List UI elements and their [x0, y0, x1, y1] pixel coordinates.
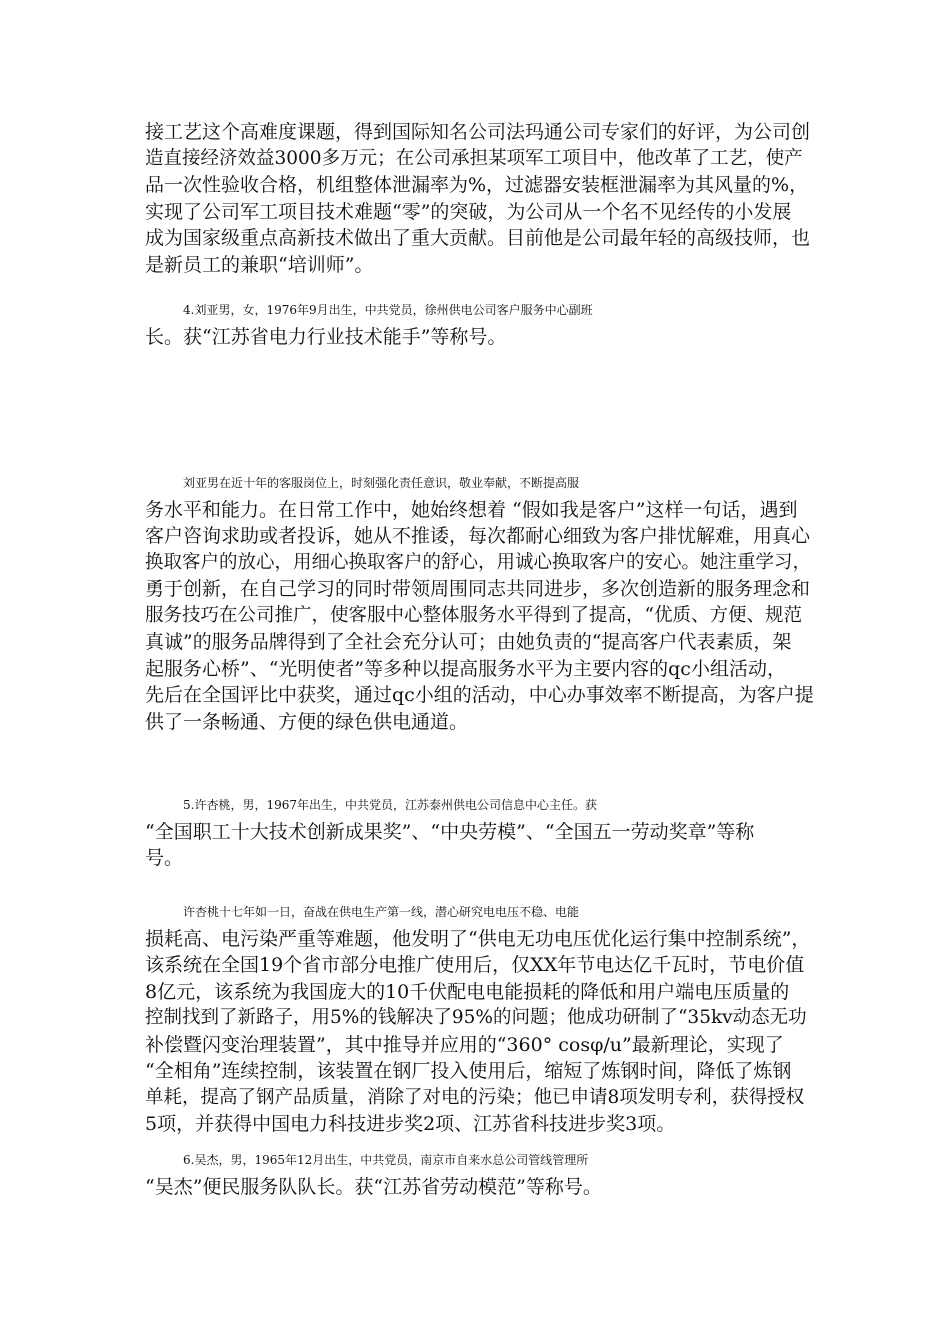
- text-line: 8亿元，该系统为我国庞大的10千伏配电电能损耗的降低和用户端电压质量的: [145, 980, 790, 1003]
- text-line: 成为国家级重点高新技术做出了重大贡献。目前他是公司最年轻的高级技师，也: [145, 227, 811, 249]
- text-line: 造直接经济效益3000多万元；在公司承担某项军工项目中，他改革了工艺，使产: [145, 147, 803, 169]
- text-line: 是新员工的兼职“培训师”。: [145, 253, 374, 276]
- text-line: 补偿暨闪变治理装置”，其中推导并应用的“360° cosφ/u”最新理论，实现了: [145, 1033, 784, 1056]
- text-line: 真诚”的服务品牌得到了全社会充分认可；由她负责的“提高客户代表素质，架: [145, 631, 792, 653]
- text-line: 刘亚男在近十年的客服岗位上，时刻强化责任意识，敬业奉献，不断提高服: [183, 476, 580, 490]
- text-line: 客户咨询求助或者投诉，她从不推诿，每次都耐心细致为客户排忧解难，用真心: [145, 525, 811, 547]
- text-line: 供了一条畅通、方便的绿色供电通道。: [145, 710, 469, 733]
- text-line: “吴杰”便民服务队队长。获“江苏省劳动模范”等称号。: [145, 1175, 602, 1198]
- text-line: 起服务心桥”、“光明使者”等多种以提高服务水平为主要内容的qc小组活动，: [145, 657, 786, 680]
- text-line: 先后在全国评比中获奖，通过qc小组的活动，中心办事效率不断提高，为客户提: [145, 684, 814, 706]
- text-line: 5项，并获得中国电力科技进步奖2项、江苏省科技进步奖3项。: [145, 1113, 676, 1135]
- text-line: 该系统在全国19个省市部分电推广使用后，仅XX年节电达亿千瓦时，节电价值: [145, 954, 805, 976]
- text-line: 实现了公司军工项目技术难题“零”的突破，为公司从一个名不见经传的小发展: [145, 200, 792, 223]
- text-line: 6.吴杰，男，1965年12月出生，中共党员，南京市自来水总公司管线管理所: [183, 1153, 589, 1167]
- text-line: 控制找到了新路子，用5%的钱解决了95%的问题；他成功研制了“35kv动态无功: [145, 1007, 807, 1028]
- text-line: 品一次性验收合格，机组整体泄漏率为%，过滤器安装框泄漏率为其风量的%，: [145, 174, 809, 196]
- text-line: 换取客户的放心，用细心换取客户的舒心，用诚心换取客户的安心。她注重学习，: [145, 551, 812, 573]
- text-line: 单耗，提高了钢产品质量，消除了对电的污染；他已申请8项发明专利，获得授权: [145, 1086, 805, 1108]
- text-line: 长。获“江苏省电力行业技术能手”等称号。: [145, 325, 507, 348]
- paragraph-5: [145, 899, 817, 1138]
- paragraph-2: [145, 297, 817, 350]
- text-line: “全国职工十大技术创新成果奖”、“中央劳模”、“全国五一劳动奖章”等称: [145, 820, 755, 843]
- text-line: 接工艺这个高难度课题，得到国际知名公司法玛通公司专家们的好评，为公司创: [145, 121, 811, 143]
- text-line: 服务技巧在公司推广，使客服中心整体服务水平得到了提高，“优质、方便、规范: [145, 604, 802, 626]
- paragraph-4: [145, 792, 817, 872]
- text-line: 勇于创新，在自己学习的同时带领周围同志共同进步，多次创造新的服务理念和: [145, 578, 811, 600]
- text-line: 务水平和能力。在日常工作中，她始终想着 “假如我是客户”这样一句话，遇到: [145, 498, 798, 521]
- text-line: 许杏桃十七年如一日，奋战在供电生产第一线，潜心研究电电压不稳、电能: [183, 905, 580, 919]
- text-line: 号。: [145, 847, 184, 869]
- paragraph-6: [145, 1147, 817, 1200]
- text-line: “全相角”连续控制，该装置在钢厂投入使用后，缩短了炼钢时间，降低了炼钢: [145, 1060, 792, 1082]
- text-line: 损耗高、电污染严重等难题，他发明了“供电无功电压优化运行集中控制系统”，: [145, 927, 811, 950]
- text-line: 5.许杏桃，男，1967年出生，中共党员，江苏泰州供电公司信息中心主任。获: [183, 798, 597, 812]
- paragraph-3: [145, 470, 817, 735]
- paragraph-1: [145, 119, 817, 278]
- text-line: 4.刘亚男，女，1976年9月出生，中共党员，徐州供电公司客户服务中心副班: [183, 303, 593, 317]
